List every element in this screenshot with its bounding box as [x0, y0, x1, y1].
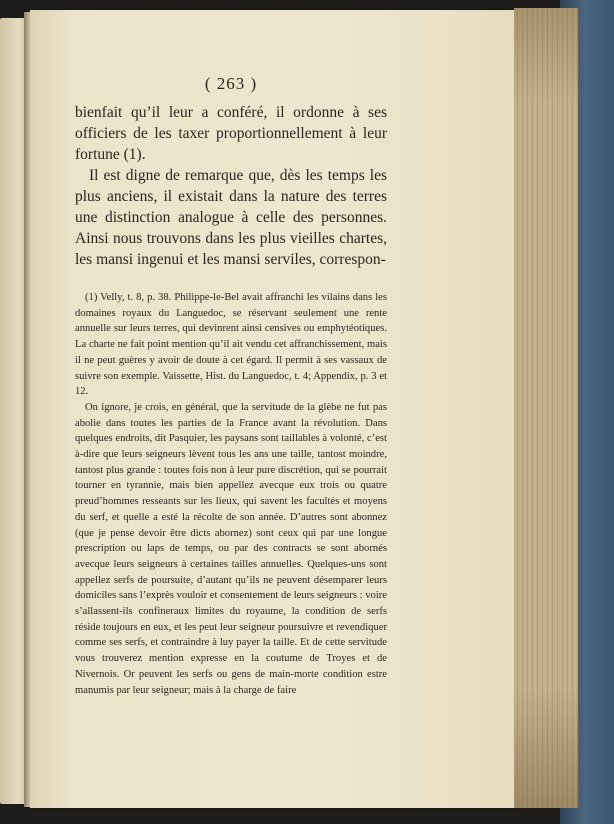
- page-number: ( 263 ): [204, 74, 258, 93]
- main-paragraph: bienfait qu’il leur a conféré, il ordonne à ses officiers de les taxer proportionnellement à leur fortune (1).: [75, 104, 387, 163]
- footnote-paragraph: (1) Velly, t. 8, p. 38. Philippe-le-Bel avait affranchi les vilains dans les domaines royaux du Languedoc, se réservant seulement une rente annuelle sur leurs terres, qui devinrent ainsi censives ou emphytéotiques. La charte ne fait point mention qu’il ait vendu cet affranchissement, mais il ne peut guères y avoir de doute à cet égard. Il permit à ses vassaux de suivre son exemple. Vaissette, Hist. du Languedoc, t. 4; Appendix, p. 3 et 12.: [75, 292, 387, 398]
- facing-page-edge: [0, 18, 26, 804]
- page-content: [75, 74, 387, 698]
- main-paragraph: Il est digne de remarque que, dès les temps les plus anciens, il existait dans la nature des terres une distinction analogue à celle des personnes. Ainsi nous trouvons dans les plus vieilles chartes, les mansi ingenui et les mansi serviles, correspon-: [75, 167, 387, 268]
- footnote: [75, 290, 387, 698]
- page-edges-shade: [514, 8, 578, 808]
- main-text: [75, 102, 387, 270]
- footnote-paragraph: On ignore, je crois, en général, que la servitude de la glèbe ne fut pas abolie dans toutes les parties de la France avant la révolution. Dans quelques endroits, dit Pasquier, les paysans sont taillables à volonté, c’est à-dire que leurs seigneurs lèvent tous les ans une taille, tantost moindre, tantost plus grande : toutes fois non à leur pure discrétion, qui se pourrait tourner en tyrannie, mais bien appellez avecque eux trois ou quatre preud’hommes resseants sur les lieux, qui savent les facultés et moyens du serf, et quelle a esté la récolte de son année. D’autres sont abonnez (que je pense devoir être dicts abornez) sont ceux qui par une longue prescription ou laps de temps, ou par des contracts se sont abornés avecque leurs seigneurs à certaines tailles annuelles. Quelques-uns sont appellez serfs de poursuite, d’autant qu’ils ne peuvent désemparer leurs domiciles sans l’exprès vouloir et consentement de leurs seigneurs : voire s’allassent-ils confineraux limites du royaume, la condition de serfs réside toujours en eux, et les peut leur seigneur poursuivre et revendiquer comme ses serfs, et contraindre à luy payer la taille. Et de cette servitude vous trouverez mention expresse en la coutume de Troyes et de Nivernois. Or peuvent les serfs ou gens de main-morte condition estre manumis par leur seigneur; mais à la charge de faire: [75, 401, 387, 696]
